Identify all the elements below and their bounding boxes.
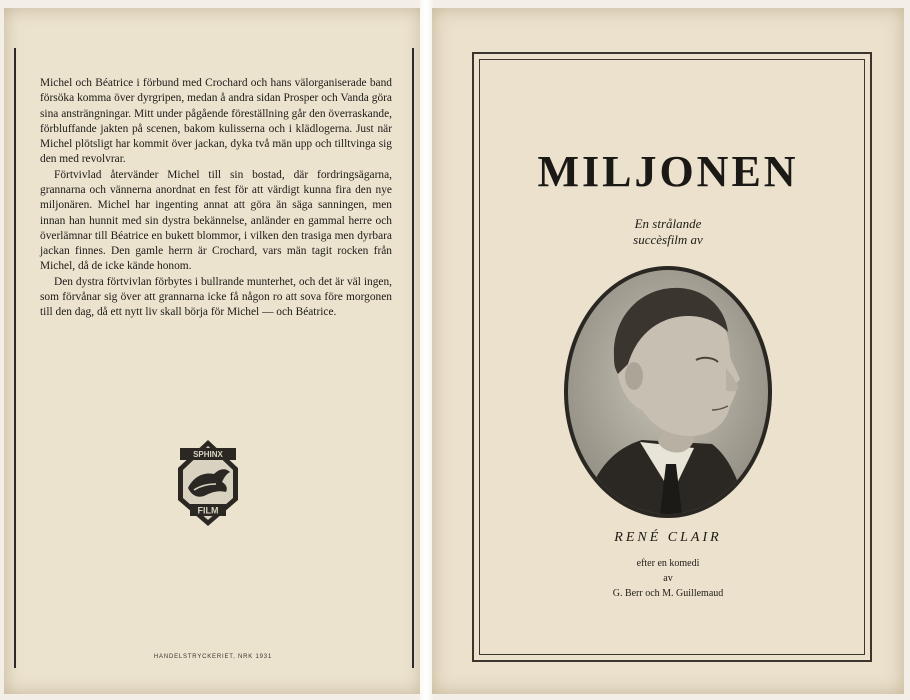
left-page xyxy=(4,8,422,694)
logo-bottom-text: FILM xyxy=(197,505,219,516)
director-portrait xyxy=(562,264,774,520)
logo-top-text: SPHINX xyxy=(193,450,223,459)
subtitle-line-1: En strålande xyxy=(634,216,702,231)
synopsis-text xyxy=(40,76,392,321)
credit-line-3: G. Berr och M. Guillemaud xyxy=(612,588,724,599)
credit-line-1: efter en komedi xyxy=(636,558,700,569)
subtitle-line-2: succèsfilm av xyxy=(633,232,703,248)
synopsis-paragraph-1: Michel och Béatrice i förbund med Crochard och hans välorganiserade band försöka komma över dyrgripen, medan å andra sidan Prosper och Vanda göra sina ansträngningar. Mitt under pågående föreställning går den överraskande, förbluffande jakten på scenen, bakom kulisserna och i klädlogerna. Just när Michel plötsligt har kommit över jackan, dyka två män upp och tilltvinga sig den med revolvrar. xyxy=(40,77,392,166)
credit-line-2: av xyxy=(663,573,673,584)
director-name: RENÉ CLAIR xyxy=(614,530,722,545)
sphinx-logo-icon xyxy=(174,438,242,528)
cover-title: MILJONEN xyxy=(537,147,799,196)
cover-subtitle xyxy=(432,216,904,249)
synopsis-paragraph-2: Förtvivlad återvänder Michel till sin bostad, där fordringsägarna, grannarna och vännerna anordnat en fest för att värdigt kunna fira den nye miljonären. Michel har ingenting annat att göra än säga sanningen, men innan han hunnit med sin dystra bekännelse, anländer en gammal herre och överlämnar till Béatrice en bukett blommor, i vilken den trasiga men dyrbara jackan finnes. Den gamle herrn är Crochard, vars män tagit rocken från Michel, då de icke kände honom. xyxy=(40,168,392,273)
synopsis-paragraph-3: Den dystra förtvivlan förbytes i bullrande munterhet, och det är väl ingen, som förvånar sig över att grannarna icke få någon ro att sova före morgonen till den dag, då ett nytt liv skall börja för Michel — och Béatrice. xyxy=(40,275,392,319)
right-page xyxy=(432,8,904,694)
printer-line: HANDELSTRYCKERIET, NRK 1931 xyxy=(153,654,273,660)
